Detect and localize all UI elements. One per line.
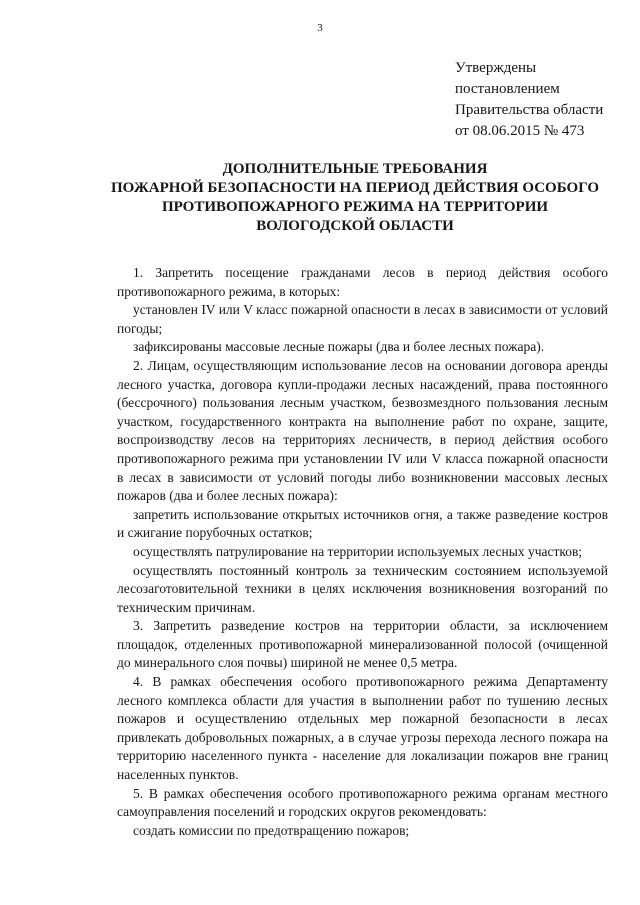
- paragraph-5-item-1: создать комиссии по предотвращению пожаров;: [133, 822, 410, 838]
- page-number: 3: [317, 22, 323, 34]
- document-body: [117, 264, 608, 840]
- title-line: ДОПОЛНИТЕЛЬНЫЕ ТРЕБОВАНИЯ: [222, 161, 488, 177]
- approval-line: Правительства области: [455, 102, 604, 118]
- paragraph-5: 5. В рамках обеспечения особого противопожарного режима органам местного самоуправления поселений и городских округов рекомендовать:: [117, 785, 608, 820]
- approval-line: Утверждены: [455, 60, 537, 76]
- paragraph-3: 3. Запретить разведение костров на территории области, за исключением площадок, отделенных противопожарной минерализованной полосой (очищенной до минерального слоя почвы) шириной не менее 0,5 метра.: [117, 618, 608, 671]
- paragraph-1-item-1: установлен IV или V класс пожарной опасности в лесах в зависимости от условий погоды;: [117, 302, 608, 336]
- paragraph-1: 1. Запретить посещение гражданами лесов в период действия особого противопожарного режима, в которых:: [117, 265, 608, 299]
- document-title: [100, 160, 610, 236]
- paragraph-1-item-2: зафиксированы массовые лесные пожары (два и более лесных пожара).: [133, 339, 545, 355]
- title-line: ПРОТИВОПОЖАРНОГО РЕЖИМА НА ТЕРРИТОРИИ: [161, 199, 549, 215]
- paragraph-2-item-3: осуществлять постоянный контроль за техническим состоянием используемой лесозаготовительной техники в целях исключения возникновения возгораний по техническим причинам.: [117, 562, 608, 615]
- approval-line: постановлением: [455, 81, 560, 97]
- paragraph-2: 2. Лицам, осуществляющим использование лесов на основании договора аренды лесного участка, договора купли-продажи лесных насаждений, права постоянного (бессрочного) пользования лесным участком, безвозмездного пользования лесным участком, государственного контракта на выполнение работ по охране, защите, воспроизводству лесов на территориях лесничеств, в период действия особого противопожарного режима при установлении IV или V класса пожарной опасности в лесах в зависимости от условий погоды либо возникновении массовых лесных пожаров (два и более лесных пожара):: [117, 357, 608, 504]
- paragraph-2-item-1: запретить использование открытых источников огня, а также разведение костров и сжигание порубочных остатков;: [117, 506, 608, 541]
- paragraph-4: 4. В рамках обеспечения особого противопожарного режима Департаменту лесного комплекса области для участия в выполнении работ по тушению лесных пожаров и осуществлению отдельных мер пожарной безопасности в лесах привлекать добровольных пожарных, а в случае угрозы перехода лесного пожара на территорию населенного пункта - население для локализации пожаров вне границ населенных пунктов.: [117, 674, 608, 783]
- title-line: ПОЖАРНОЙ БЕЗОПАСНОСТИ НА ПЕРИОД ДЕЙСТВИЯ ОСОБОГО: [110, 180, 600, 196]
- approval-stamp: [455, 58, 603, 142]
- paragraph-2-item-2: осуществлять патрулирование на территории используемых лесных участков;: [133, 543, 583, 559]
- title-line: ВОЛОГОДСКОЙ ОБЛАСТИ: [256, 218, 454, 234]
- approval-line: от 08.06.2015 № 473: [455, 123, 585, 139]
